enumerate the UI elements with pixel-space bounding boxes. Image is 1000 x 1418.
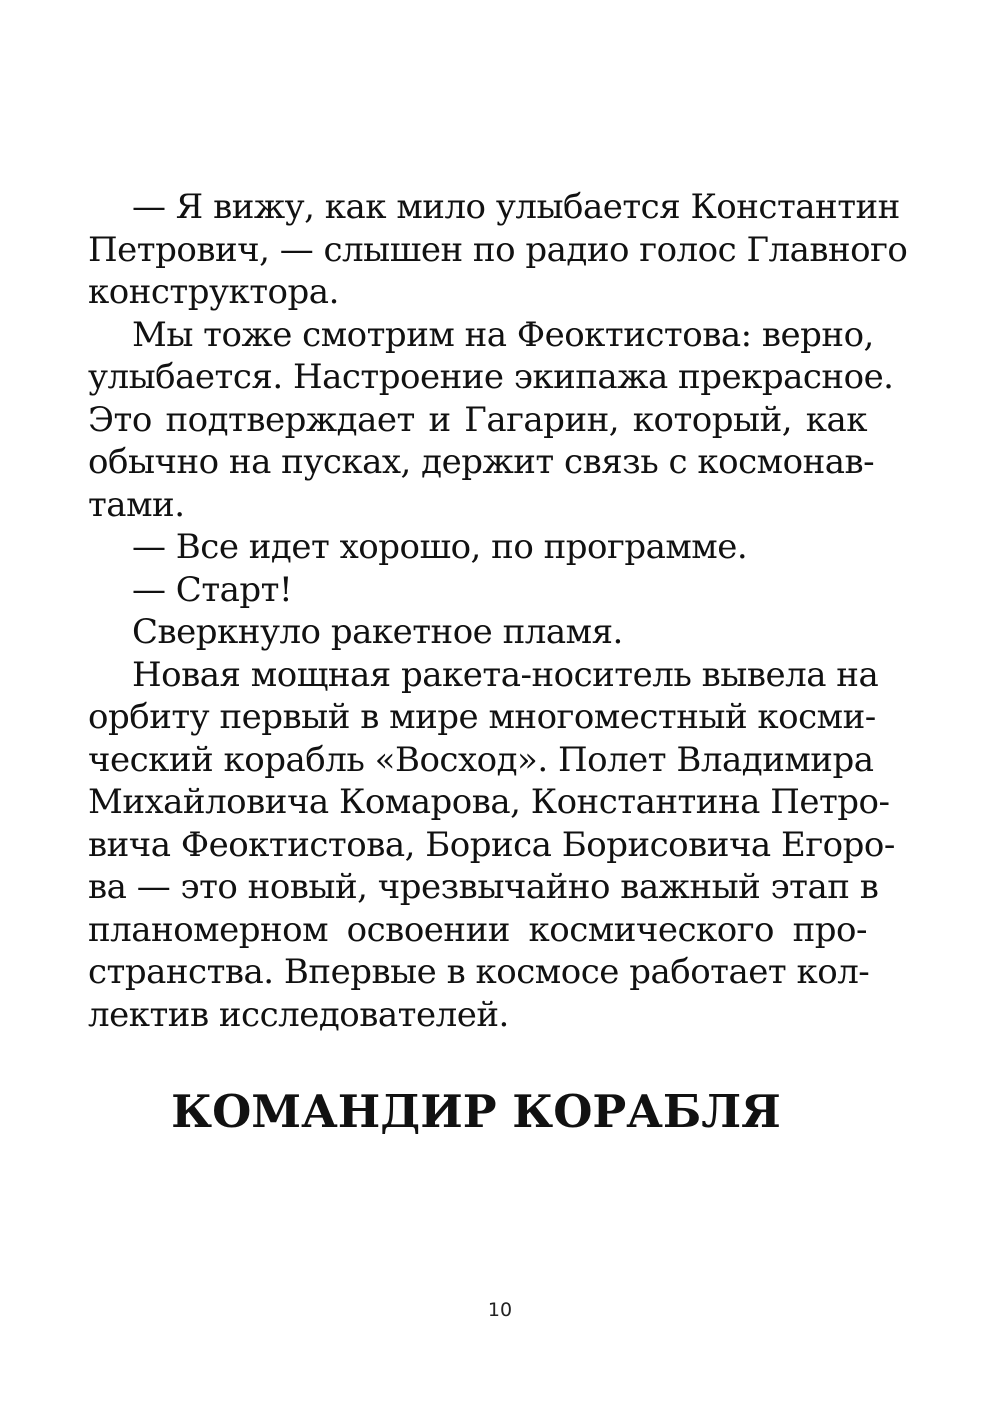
text-line: — Старт! (132, 569, 293, 610)
text-line: странства. Впервые в космосе работает кол- (88, 952, 870, 992)
text-line: Сверкнуло ракетное пламя. (132, 612, 623, 652)
text-line: ва — это новый, чрезвычайно важный этап в (88, 867, 879, 907)
text-line: улыбается. Настроение экипажа прекрасное. (88, 357, 894, 397)
text-line: ческий корабль «Восход». Полет Владимира (88, 739, 874, 780)
text-line: вича Феоктистова, Бориса Борисовича Егоро- (88, 824, 895, 865)
text-line: планомерном освоении космического про- (88, 909, 867, 950)
text-line: — Все идет хорошо, по программе. (132, 527, 748, 567)
text-line: Новая мощная ракета-носитель вывела на (132, 654, 879, 695)
text-line: орбиту первый в мире многоместный косми- (88, 697, 876, 737)
chapter-heading: КОМАНДИР КОРАБЛЯ (171, 1085, 781, 1138)
text-line: лектив исследователей. (88, 994, 509, 1035)
body-text (88, 186, 908, 1036)
text-line: обычно на пусках, держит связь с космонав- (88, 442, 875, 482)
text-line: конструктора. (88, 272, 339, 312)
text-line: Петрович, — слышен по радио голос Главного (88, 229, 908, 270)
text-line: Это подтверждает и Гагарин, который, как (88, 399, 867, 440)
text-line: — Я вижу, как мило улыбается Константин (132, 187, 900, 227)
page-number: 10 (487, 1299, 513, 1321)
text-line: тами. (88, 484, 185, 525)
text-line: Мы тоже смотрим на Феоктистова: верно, (132, 314, 874, 355)
text-line: Михайловича Комарова, Константина Петро- (88, 782, 890, 822)
